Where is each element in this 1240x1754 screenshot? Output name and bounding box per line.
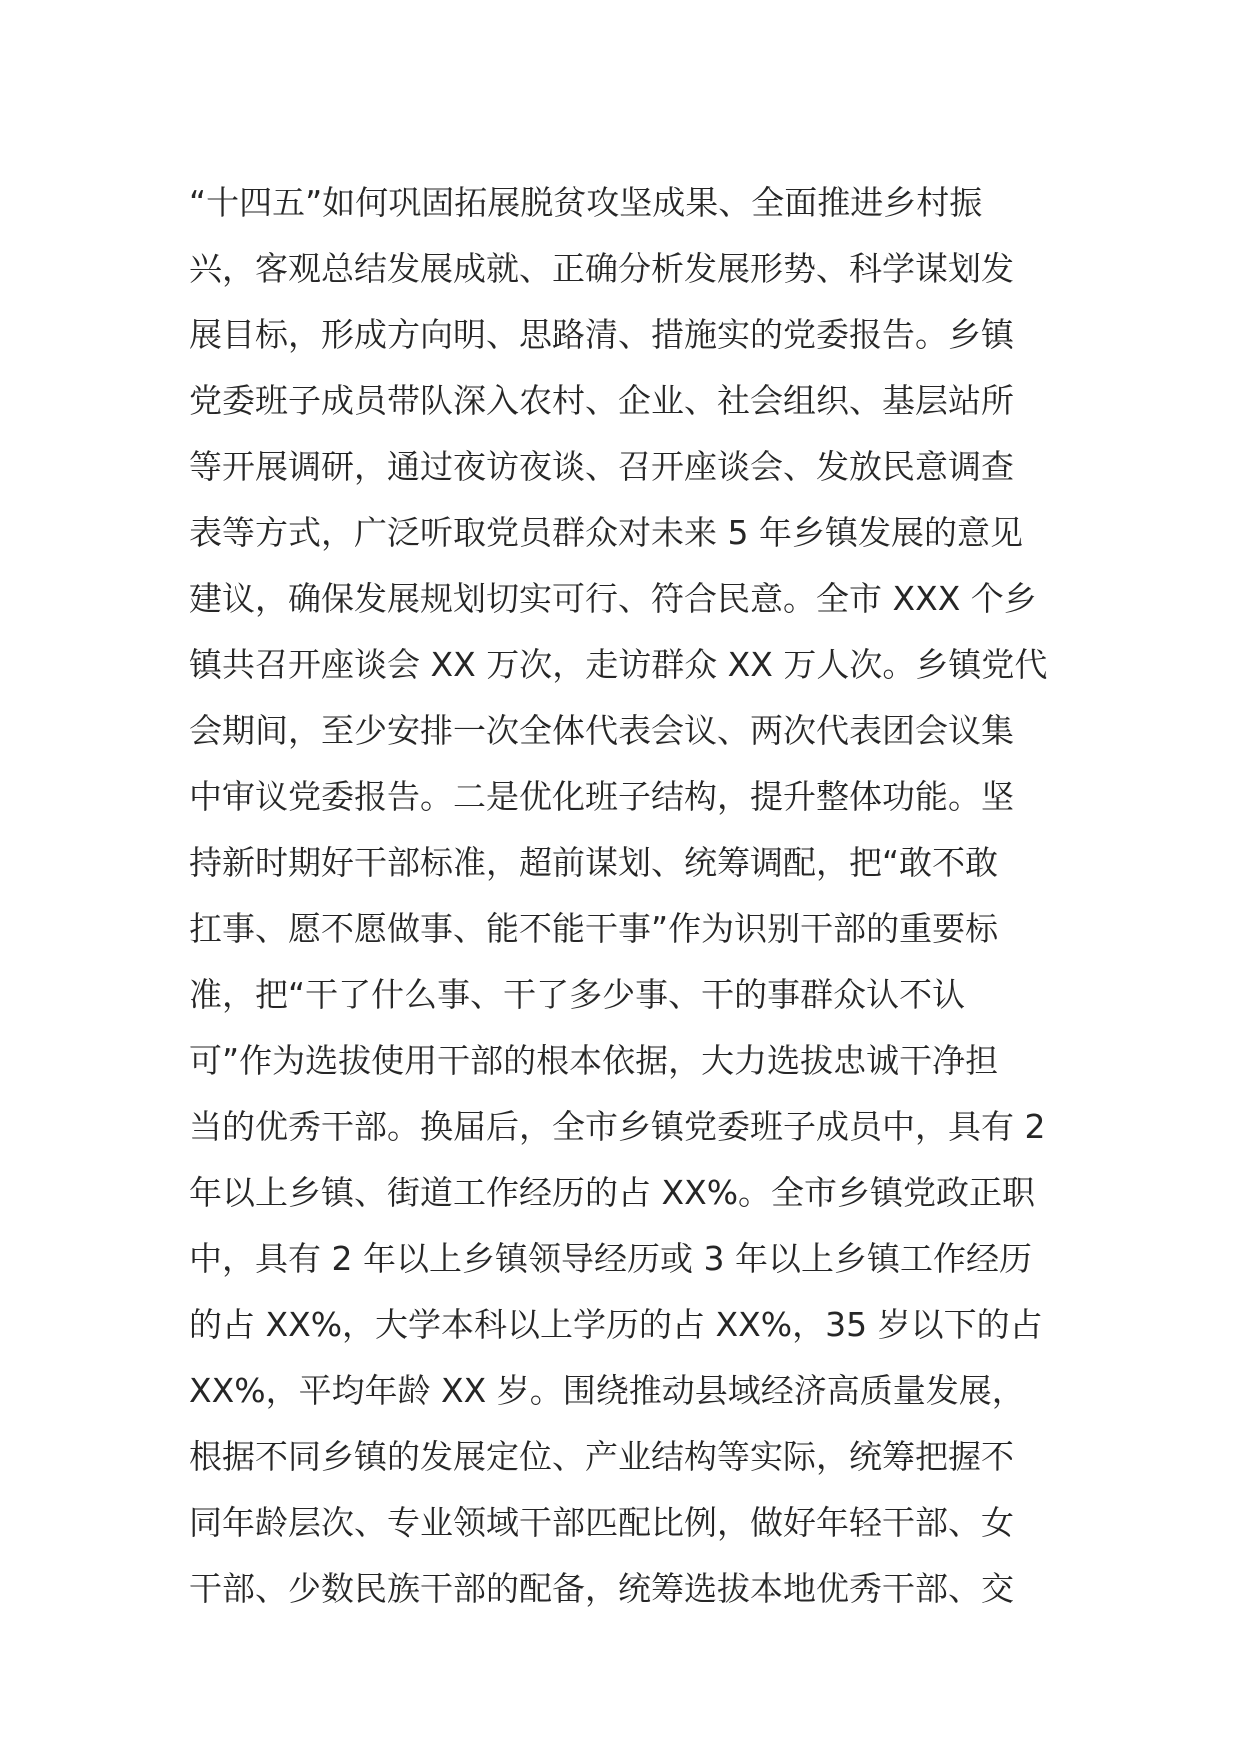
text-line: 当的优秀干部。换届后，全市乡镇党委班子成员中，具有 2 bbox=[189, 1107, 1046, 1146]
text-line: 兴，客观总结发展成就、正确分析发展形势、科学谋划发 bbox=[189, 249, 1014, 288]
text-line: 持新时期好干部标准，超前谋划、统筹调配，把“敢不敢 bbox=[189, 843, 999, 882]
text-line: 等开展调研，通过夜访夜谈、召开座谈会、发放民意调查 bbox=[189, 447, 1014, 486]
text-line: 建议，确保发展规划切实可行、符合民意。全市 XXX 个乡 bbox=[189, 579, 1037, 618]
text-line: 会期间，至少安排一次全体代表会议、两次代表团会议集 bbox=[189, 711, 1014, 750]
text-line: 中，具有 2 年以上乡镇领导经历或 3 年以上乡镇工作经历 bbox=[189, 1239, 1032, 1278]
text-line: 年以上乡镇、街道工作经历的占 XX%。全市乡镇党政正职 bbox=[189, 1173, 1036, 1212]
text-line: 同年龄层次、专业领域干部匹配比例，做好年轻干部、女 bbox=[189, 1503, 1014, 1542]
text-line: “十四五”如何巩固拓展脱贫攻坚成果、全面推进乡村振 bbox=[189, 183, 983, 222]
text-line: 干部、少数民族干部的配备，统筹选拔本地优秀干部、交 bbox=[189, 1569, 1014, 1608]
text-line: 镇共召开座谈会 XX 万次，走访群众 XX 万人次。乡镇党代 bbox=[189, 645, 1048, 684]
body-paragraph bbox=[189, 170, 1069, 1622]
text-line: 的占 XX%，大学本科以上学历的占 XX%，35 岁以下的占 bbox=[189, 1305, 1043, 1344]
text-line: 扛事、愿不愿做事、能不能干事”作为识别干部的重要标 bbox=[189, 909, 999, 948]
text-line: 展目标，形成方向明、思路清、措施实的党委报告。乡镇 bbox=[189, 315, 1014, 354]
text-line: 表等方式，广泛听取党员群众对未来 5 年乡镇发展的意见 bbox=[189, 513, 1023, 552]
text-line: 可”作为选拔使用干部的根本依据，大力选拔忠诚干净担 bbox=[189, 1041, 999, 1080]
text-line: 党委班子成员带队深入农村、企业、社会组织、基层站所 bbox=[189, 381, 1014, 420]
text-line: 根据不同乡镇的发展定位、产业结构等实际，统筹把握不 bbox=[189, 1437, 1014, 1476]
text-line: 中审议党委报告。二是优化班子结构，提升整体功能。坚 bbox=[189, 777, 1014, 816]
text-line: XX%，平均年龄 XX 岁。围绕推动县域经济高质量发展， bbox=[189, 1371, 1025, 1410]
text-line: 准，把“干了什么事、干了多少事、干的事群众认不认 bbox=[189, 975, 966, 1014]
